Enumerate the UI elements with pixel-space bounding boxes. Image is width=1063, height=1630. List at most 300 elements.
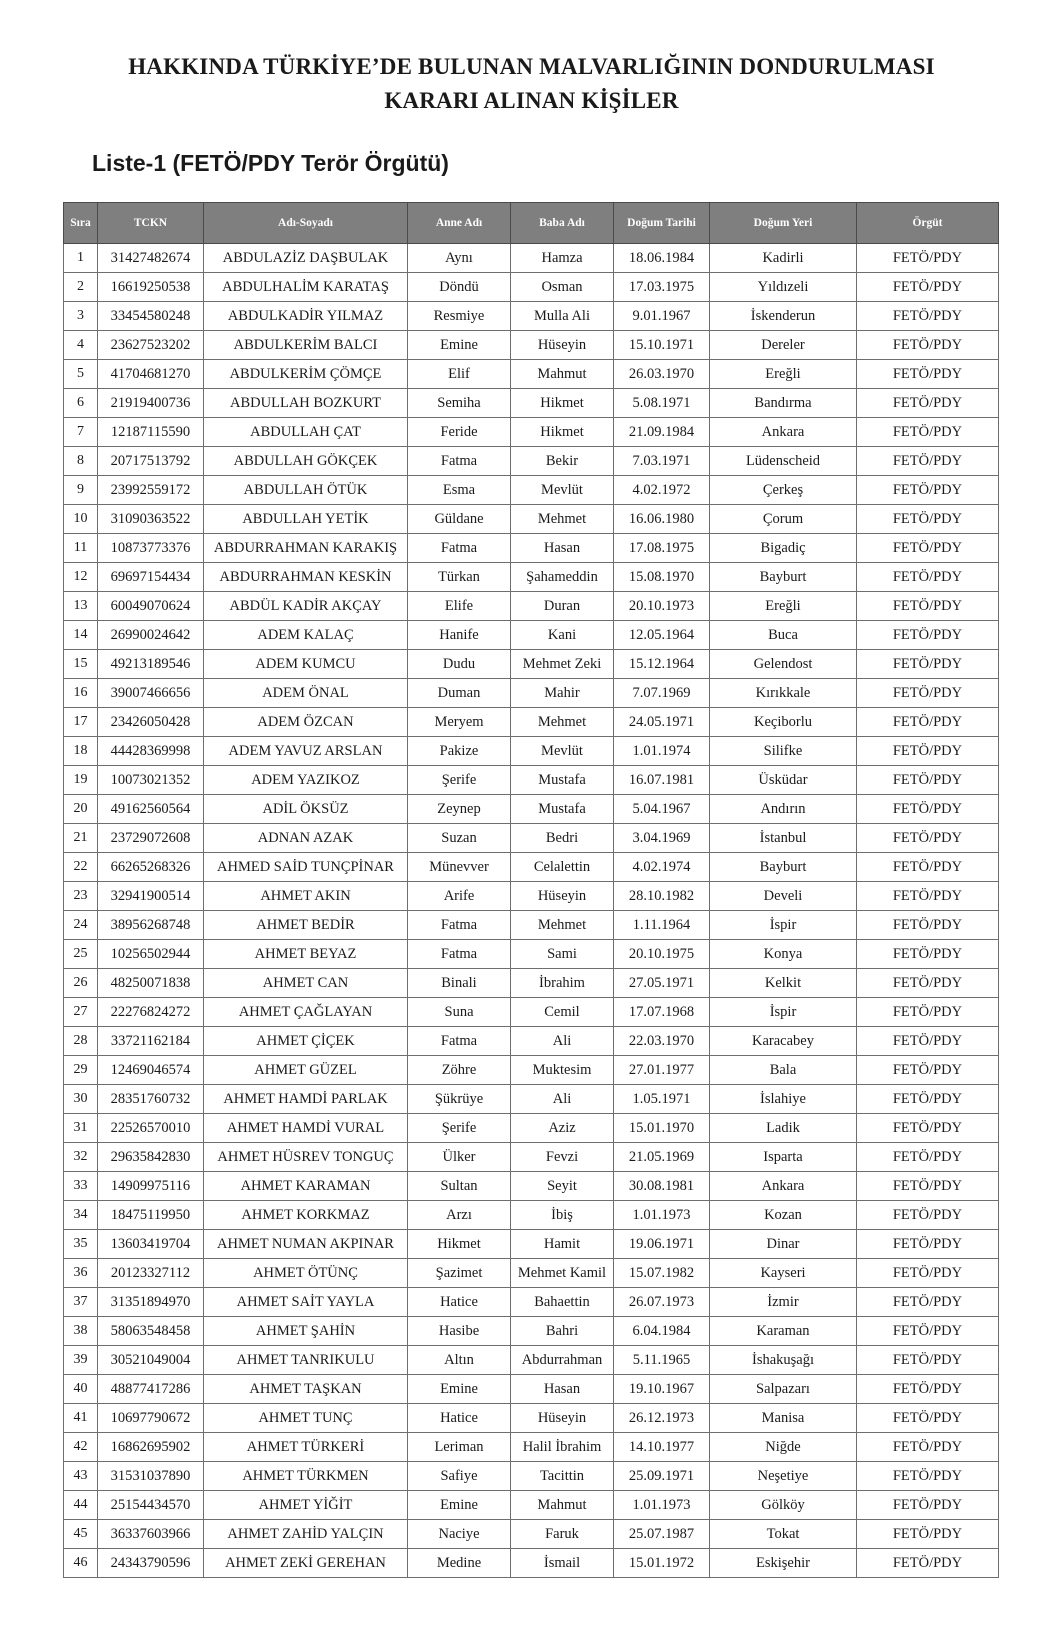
father-name-cell: Ali xyxy=(511,1085,614,1114)
sira-cell: 32 xyxy=(64,1143,98,1172)
name-cell: AHMET TÜRKMEN xyxy=(204,1462,408,1491)
organization-cell: FETÖ/PDY xyxy=(857,621,999,650)
organization-cell: FETÖ/PDY xyxy=(857,998,999,1027)
father-name-cell: Mehmet xyxy=(511,708,614,737)
birth-date-cell: 4.02.1974 xyxy=(614,853,710,882)
birth-place-cell: Konya xyxy=(710,940,857,969)
mother-name-cell: Feride xyxy=(408,418,511,447)
header-dogum-yeri: Doğum Yeri xyxy=(710,203,857,244)
organization-cell: FETÖ/PDY xyxy=(857,1288,999,1317)
birth-date-cell: 1.05.1971 xyxy=(614,1085,710,1114)
organization-cell: FETÖ/PDY xyxy=(857,563,999,592)
birth-date-cell: 28.10.1982 xyxy=(614,882,710,911)
tckn-cell: 23627523202 xyxy=(98,331,204,360)
sira-cell: 9 xyxy=(64,476,98,505)
father-name-cell: Bedri xyxy=(511,824,614,853)
birth-place-cell: Kadirli xyxy=(710,244,857,273)
heading-line-2: KARARI ALINAN KİŞİLER xyxy=(384,88,679,113)
organization-cell: FETÖ/PDY xyxy=(857,911,999,940)
tckn-cell: 66265268326 xyxy=(98,853,204,882)
table-row xyxy=(64,853,999,882)
sira-cell: 45 xyxy=(64,1520,98,1549)
mother-name-cell: Naciye xyxy=(408,1520,511,1549)
tckn-cell: 12187115590 xyxy=(98,418,204,447)
name-cell: AHMET ZAHİD YALÇIN xyxy=(204,1520,408,1549)
tckn-cell: 18475119950 xyxy=(98,1201,204,1230)
organization-cell: FETÖ/PDY xyxy=(857,1143,999,1172)
father-name-cell: Aziz xyxy=(511,1114,614,1143)
father-name-cell: Osman xyxy=(511,273,614,302)
tckn-cell: 69697154434 xyxy=(98,563,204,592)
mother-name-cell: Şerife xyxy=(408,1114,511,1143)
name-cell: AHMET ŞAHİN xyxy=(204,1317,408,1346)
organization-cell: FETÖ/PDY xyxy=(857,1085,999,1114)
father-name-cell: Mahmut xyxy=(511,360,614,389)
mother-name-cell: Binali xyxy=(408,969,511,998)
birth-place-cell: Çerkeş xyxy=(710,476,857,505)
birth-date-cell: 7.07.1969 xyxy=(614,679,710,708)
sira-cell: 20 xyxy=(64,795,98,824)
name-cell: AHMET BEYAZ xyxy=(204,940,408,969)
birth-place-cell: Neşetiye xyxy=(710,1462,857,1491)
sira-cell: 26 xyxy=(64,969,98,998)
name-cell: AHMET TAŞKAN xyxy=(204,1375,408,1404)
birth-date-cell: 15.12.1964 xyxy=(614,650,710,679)
father-name-cell: Ali xyxy=(511,1027,614,1056)
mother-name-cell: Duman xyxy=(408,679,511,708)
name-cell: ABDULHALİM KARATAŞ xyxy=(204,273,408,302)
tckn-cell: 36337603966 xyxy=(98,1520,204,1549)
table-row xyxy=(64,331,999,360)
tckn-cell: 26990024642 xyxy=(98,621,204,650)
birth-place-cell: İslahiye xyxy=(710,1085,857,1114)
organization-cell: FETÖ/PDY xyxy=(857,940,999,969)
sira-cell: 40 xyxy=(64,1375,98,1404)
mother-name-cell: Emine xyxy=(408,1375,511,1404)
table-row xyxy=(64,534,999,563)
birth-date-cell: 15.10.1971 xyxy=(614,331,710,360)
birth-place-cell: İshakuşağı xyxy=(710,1346,857,1375)
birth-date-cell: 1.01.1973 xyxy=(614,1201,710,1230)
tckn-cell: 33721162184 xyxy=(98,1027,204,1056)
sira-cell: 33 xyxy=(64,1172,98,1201)
organization-cell: FETÖ/PDY xyxy=(857,592,999,621)
name-cell: AHMED SAİD TUNÇPİNAR xyxy=(204,853,408,882)
birth-date-cell: 25.09.1971 xyxy=(614,1462,710,1491)
organization-cell: FETÖ/PDY xyxy=(857,766,999,795)
mother-name-cell: Şerife xyxy=(408,766,511,795)
tckn-cell: 28351760732 xyxy=(98,1085,204,1114)
father-name-cell: Hüseyin xyxy=(511,1404,614,1433)
organization-cell: FETÖ/PDY xyxy=(857,1056,999,1085)
birth-place-cell: İspir xyxy=(710,998,857,1027)
organization-cell: FETÖ/PDY xyxy=(857,331,999,360)
birth-place-cell: İskenderun xyxy=(710,302,857,331)
mother-name-cell: Döndü xyxy=(408,273,511,302)
birth-place-cell: Ereğli xyxy=(710,592,857,621)
table-row xyxy=(64,505,999,534)
tckn-cell: 60049070624 xyxy=(98,592,204,621)
birth-place-cell: Ladik xyxy=(710,1114,857,1143)
table-row xyxy=(64,940,999,969)
name-cell: AHMET ÇİÇEK xyxy=(204,1027,408,1056)
birth-place-cell: Gelendost xyxy=(710,650,857,679)
header-orgut: Örgüt xyxy=(857,203,999,244)
name-cell: ADEM YAVUZ ARSLAN xyxy=(204,737,408,766)
name-cell: AHMET AKIN xyxy=(204,882,408,911)
mother-name-cell: Hasibe xyxy=(408,1317,511,1346)
mother-name-cell: Elif xyxy=(408,360,511,389)
table-row xyxy=(64,418,999,447)
name-cell: AHMET ÇAĞLAYAN xyxy=(204,998,408,1027)
tckn-cell: 16619250538 xyxy=(98,273,204,302)
organization-cell: FETÖ/PDY xyxy=(857,1027,999,1056)
name-cell: AHMET ZEKİ GEREHAN xyxy=(204,1549,408,1578)
table-row xyxy=(64,563,999,592)
table-row xyxy=(64,1085,999,1114)
mother-name-cell: Fatma xyxy=(408,447,511,476)
sira-cell: 35 xyxy=(64,1230,98,1259)
sira-cell: 28 xyxy=(64,1027,98,1056)
name-cell: ADİL ÖKSÜZ xyxy=(204,795,408,824)
name-cell: AHMET KARAMAN xyxy=(204,1172,408,1201)
table-row xyxy=(64,969,999,998)
birth-date-cell: 26.03.1970 xyxy=(614,360,710,389)
birth-place-cell: Kayseri xyxy=(710,1259,857,1288)
father-name-cell: Muktesim xyxy=(511,1056,614,1085)
birth-date-cell: 5.11.1965 xyxy=(614,1346,710,1375)
table-row xyxy=(64,1288,999,1317)
mother-name-cell: Ülker xyxy=(408,1143,511,1172)
name-cell: AHMET TÜRKERİ xyxy=(204,1433,408,1462)
birth-date-cell: 1.11.1964 xyxy=(614,911,710,940)
table-row xyxy=(64,1520,999,1549)
father-name-cell: Mahir xyxy=(511,679,614,708)
tckn-cell: 49213189546 xyxy=(98,650,204,679)
birth-place-cell: Bala xyxy=(710,1056,857,1085)
table-row xyxy=(64,447,999,476)
organization-cell: FETÖ/PDY xyxy=(857,853,999,882)
birth-place-cell: Dinar xyxy=(710,1230,857,1259)
birth-date-cell: 14.10.1977 xyxy=(614,1433,710,1462)
birth-place-cell: Bayburt xyxy=(710,853,857,882)
table-row xyxy=(64,911,999,940)
organization-cell: FETÖ/PDY xyxy=(857,1433,999,1462)
sira-cell: 16 xyxy=(64,679,98,708)
table-row xyxy=(64,1172,999,1201)
birth-place-cell: Niğde xyxy=(710,1433,857,1462)
father-name-cell: Hasan xyxy=(511,1375,614,1404)
father-name-cell: İbiş xyxy=(511,1201,614,1230)
name-cell: ADEM YAZIKOZ xyxy=(204,766,408,795)
father-name-cell: Mehmet Kamil xyxy=(511,1259,614,1288)
tckn-cell: 31351894970 xyxy=(98,1288,204,1317)
table-row xyxy=(64,1433,999,1462)
organization-cell: FETÖ/PDY xyxy=(857,1317,999,1346)
table-row xyxy=(64,1317,999,1346)
mother-name-cell: Semiha xyxy=(408,389,511,418)
table-row xyxy=(64,1201,999,1230)
sira-cell: 22 xyxy=(64,853,98,882)
birth-place-cell: İstanbul xyxy=(710,824,857,853)
birth-date-cell: 17.08.1975 xyxy=(614,534,710,563)
name-cell: ABDÜL KADİR AKÇAY xyxy=(204,592,408,621)
table-row xyxy=(64,1462,999,1491)
header-dogum-tarihi: Doğum Tarihi xyxy=(614,203,710,244)
organization-cell: FETÖ/PDY xyxy=(857,708,999,737)
sira-cell: 4 xyxy=(64,331,98,360)
father-name-cell: Hasan xyxy=(511,534,614,563)
name-cell: ABDULKERİM ÇÖMÇE xyxy=(204,360,408,389)
header-sira: Sıra xyxy=(64,203,98,244)
sira-cell: 27 xyxy=(64,998,98,1027)
tckn-cell: 33454580248 xyxy=(98,302,204,331)
birth-date-cell: 17.07.1968 xyxy=(614,998,710,1027)
header-baba-adi: Baba Adı xyxy=(511,203,614,244)
table-row xyxy=(64,708,999,737)
table-row xyxy=(64,766,999,795)
sira-cell: 41 xyxy=(64,1404,98,1433)
birth-place-cell: Keçiborlu xyxy=(710,708,857,737)
tckn-cell: 23992559172 xyxy=(98,476,204,505)
tckn-cell: 21919400736 xyxy=(98,389,204,418)
father-name-cell: Şahameddin xyxy=(511,563,614,592)
birth-place-cell: Yıldızeli xyxy=(710,273,857,302)
mother-name-cell: Şükrüye xyxy=(408,1085,511,1114)
sira-cell: 39 xyxy=(64,1346,98,1375)
birth-date-cell: 5.08.1971 xyxy=(614,389,710,418)
tckn-cell: 10697790672 xyxy=(98,1404,204,1433)
tckn-cell: 23729072608 xyxy=(98,824,204,853)
table-row xyxy=(64,1491,999,1520)
tckn-cell: 24343790596 xyxy=(98,1549,204,1578)
tckn-cell: 44428369998 xyxy=(98,737,204,766)
table-header-row xyxy=(64,203,999,244)
mother-name-cell: Arife xyxy=(408,882,511,911)
birth-place-cell: Kozan xyxy=(710,1201,857,1230)
birth-date-cell: 15.01.1972 xyxy=(614,1549,710,1578)
birth-place-cell: Kelkit xyxy=(710,969,857,998)
tckn-cell: 20123327112 xyxy=(98,1259,204,1288)
birth-date-cell: 1.01.1974 xyxy=(614,737,710,766)
birth-place-cell: Ankara xyxy=(710,1172,857,1201)
mother-name-cell: Emine xyxy=(408,1491,511,1520)
sira-cell: 37 xyxy=(64,1288,98,1317)
tckn-cell: 12469046574 xyxy=(98,1056,204,1085)
birth-date-cell: 6.04.1984 xyxy=(614,1317,710,1346)
birth-date-cell: 15.07.1982 xyxy=(614,1259,710,1288)
table-row xyxy=(64,360,999,389)
header-anne-adi: Anne Adı xyxy=(408,203,511,244)
name-cell: AHMET YİĞİT xyxy=(204,1491,408,1520)
birth-place-cell: Salpazarı xyxy=(710,1375,857,1404)
birth-place-cell: İzmir xyxy=(710,1288,857,1317)
birth-date-cell: 9.01.1967 xyxy=(614,302,710,331)
birth-date-cell: 25.07.1987 xyxy=(614,1520,710,1549)
table-row xyxy=(64,1375,999,1404)
mother-name-cell: Suna xyxy=(408,998,511,1027)
birth-place-cell: Silifke xyxy=(710,737,857,766)
sira-cell: 25 xyxy=(64,940,98,969)
sira-cell: 30 xyxy=(64,1085,98,1114)
birth-date-cell: 24.05.1971 xyxy=(614,708,710,737)
organization-cell: FETÖ/PDY xyxy=(857,505,999,534)
table-row xyxy=(64,882,999,911)
table-row xyxy=(64,795,999,824)
organization-cell: FETÖ/PDY xyxy=(857,360,999,389)
father-name-cell: Celalettin xyxy=(511,853,614,882)
mother-name-cell: Arzı xyxy=(408,1201,511,1230)
father-name-cell: Abdurrahman xyxy=(511,1346,614,1375)
organization-cell: FETÖ/PDY xyxy=(857,1201,999,1230)
organization-cell: FETÖ/PDY xyxy=(857,795,999,824)
sira-cell: 29 xyxy=(64,1056,98,1085)
father-name-cell: Seyit xyxy=(511,1172,614,1201)
table-row xyxy=(64,679,999,708)
organization-cell: FETÖ/PDY xyxy=(857,1172,999,1201)
name-cell: AHMET GÜZEL xyxy=(204,1056,408,1085)
name-cell: ABDURRAHMAN KARAKIŞ xyxy=(204,534,408,563)
father-name-cell: Mustafa xyxy=(511,766,614,795)
tckn-cell: 32941900514 xyxy=(98,882,204,911)
sira-cell: 21 xyxy=(64,824,98,853)
tckn-cell: 30521049004 xyxy=(98,1346,204,1375)
list-title: Liste-1 (FETÖ/PDY Terör Örgütü) xyxy=(92,150,449,176)
table-row xyxy=(64,1114,999,1143)
father-name-cell: Hikmet xyxy=(511,389,614,418)
mother-name-cell: Leriman xyxy=(408,1433,511,1462)
sira-cell: 19 xyxy=(64,766,98,795)
name-cell: AHMET TUNÇ xyxy=(204,1404,408,1433)
father-name-cell: Faruk xyxy=(511,1520,614,1549)
birth-place-cell: Çorum xyxy=(710,505,857,534)
birth-place-cell: Dereler xyxy=(710,331,857,360)
name-cell: ABDULKERİM BALCI xyxy=(204,331,408,360)
birth-date-cell: 17.03.1975 xyxy=(614,273,710,302)
mother-name-cell: Aynı xyxy=(408,244,511,273)
sira-cell: 2 xyxy=(64,273,98,302)
sira-cell: 7 xyxy=(64,418,98,447)
father-name-cell: Kani xyxy=(511,621,614,650)
organization-cell: FETÖ/PDY xyxy=(857,447,999,476)
birth-date-cell: 19.06.1971 xyxy=(614,1230,710,1259)
organization-cell: FETÖ/PDY xyxy=(857,1491,999,1520)
father-name-cell: Hikmet xyxy=(511,418,614,447)
mother-name-cell: Hatice xyxy=(408,1288,511,1317)
birth-place-cell: Buca xyxy=(710,621,857,650)
name-cell: ABDULLAH YETİK xyxy=(204,505,408,534)
birth-place-cell: Tokat xyxy=(710,1520,857,1549)
sira-cell: 8 xyxy=(64,447,98,476)
birth-date-cell: 15.01.1970 xyxy=(614,1114,710,1143)
tckn-cell: 20717513792 xyxy=(98,447,204,476)
table-row xyxy=(64,1143,999,1172)
name-cell: AHMET NUMAN AKPINAR xyxy=(204,1230,408,1259)
organization-cell: FETÖ/PDY xyxy=(857,1114,999,1143)
tckn-cell: 48250071838 xyxy=(98,969,204,998)
name-cell: AHMET CAN xyxy=(204,969,408,998)
organization-cell: FETÖ/PDY xyxy=(857,302,999,331)
birth-place-cell: Develi xyxy=(710,882,857,911)
birth-date-cell: 21.09.1984 xyxy=(614,418,710,447)
tckn-cell: 58063548458 xyxy=(98,1317,204,1346)
tckn-cell: 22526570010 xyxy=(98,1114,204,1143)
name-cell: AHMET KORKMAZ xyxy=(204,1201,408,1230)
sira-cell: 12 xyxy=(64,563,98,592)
tckn-cell: 14909975116 xyxy=(98,1172,204,1201)
birth-date-cell: 21.05.1969 xyxy=(614,1143,710,1172)
organization-cell: FETÖ/PDY xyxy=(857,824,999,853)
father-name-cell: Hamza xyxy=(511,244,614,273)
tckn-cell: 39007466656 xyxy=(98,679,204,708)
tckn-cell: 25154434570 xyxy=(98,1491,204,1520)
birth-place-cell: Bigadiç xyxy=(710,534,857,563)
mother-name-cell: Meryem xyxy=(408,708,511,737)
mother-name-cell: Fatma xyxy=(408,1027,511,1056)
organization-cell: FETÖ/PDY xyxy=(857,244,999,273)
birth-place-cell: Isparta xyxy=(710,1143,857,1172)
tckn-cell: 10073021352 xyxy=(98,766,204,795)
tckn-cell: 31531037890 xyxy=(98,1462,204,1491)
sira-cell: 3 xyxy=(64,302,98,331)
organization-cell: FETÖ/PDY xyxy=(857,650,999,679)
birth-place-cell: Lüdenscheid xyxy=(710,447,857,476)
name-cell: ABDULLAH GÖKÇEK xyxy=(204,447,408,476)
name-cell: ADEM ÖZCAN xyxy=(204,708,408,737)
sira-cell: 38 xyxy=(64,1317,98,1346)
organization-cell: FETÖ/PDY xyxy=(857,882,999,911)
table-row xyxy=(64,824,999,853)
organization-cell: FETÖ/PDY xyxy=(857,1520,999,1549)
name-cell: ABDULLAH BOZKURT xyxy=(204,389,408,418)
table-row xyxy=(64,1404,999,1433)
birth-date-cell: 19.10.1967 xyxy=(614,1375,710,1404)
birth-date-cell: 27.05.1971 xyxy=(614,969,710,998)
birth-date-cell: 16.07.1981 xyxy=(614,766,710,795)
father-name-cell: Halil İbrahim xyxy=(511,1433,614,1462)
name-cell: ADEM ÖNAL xyxy=(204,679,408,708)
father-name-cell: Mehmet xyxy=(511,505,614,534)
birth-date-cell: 12.05.1964 xyxy=(614,621,710,650)
heading-line-1: HAKKINDA TÜRKİYE’DE BULUNAN MALVARLIĞININ DONDURULMASI xyxy=(128,54,935,79)
father-name-cell: Duran xyxy=(511,592,614,621)
name-cell: AHMET HÜSREV TONGUÇ xyxy=(204,1143,408,1172)
father-name-cell: İsmail xyxy=(511,1549,614,1578)
tckn-cell: 10256502944 xyxy=(98,940,204,969)
table-row xyxy=(64,244,999,273)
mother-name-cell: Medine xyxy=(408,1549,511,1578)
mother-name-cell: Hikmet xyxy=(408,1230,511,1259)
mother-name-cell: Suzan xyxy=(408,824,511,853)
sira-cell: 31 xyxy=(64,1114,98,1143)
tckn-cell: 10873773376 xyxy=(98,534,204,563)
name-cell: ADEM KUMCU xyxy=(204,650,408,679)
mother-name-cell: Güldane xyxy=(408,505,511,534)
name-cell: ABDULLAH ÇAT xyxy=(204,418,408,447)
birth-place-cell: İspir xyxy=(710,911,857,940)
name-cell: ABDURRAHMAN KESKİN xyxy=(204,563,408,592)
birth-date-cell: 27.01.1977 xyxy=(614,1056,710,1085)
tckn-cell: 16862695902 xyxy=(98,1433,204,1462)
tckn-cell: 31090363522 xyxy=(98,505,204,534)
mother-name-cell: Sultan xyxy=(408,1172,511,1201)
mother-name-cell: Esma xyxy=(408,476,511,505)
organization-cell: FETÖ/PDY xyxy=(857,389,999,418)
father-name-cell: Mehmet xyxy=(511,911,614,940)
sira-cell: 46 xyxy=(64,1549,98,1578)
organization-cell: FETÖ/PDY xyxy=(857,1375,999,1404)
birth-place-cell: Karacabey xyxy=(710,1027,857,1056)
